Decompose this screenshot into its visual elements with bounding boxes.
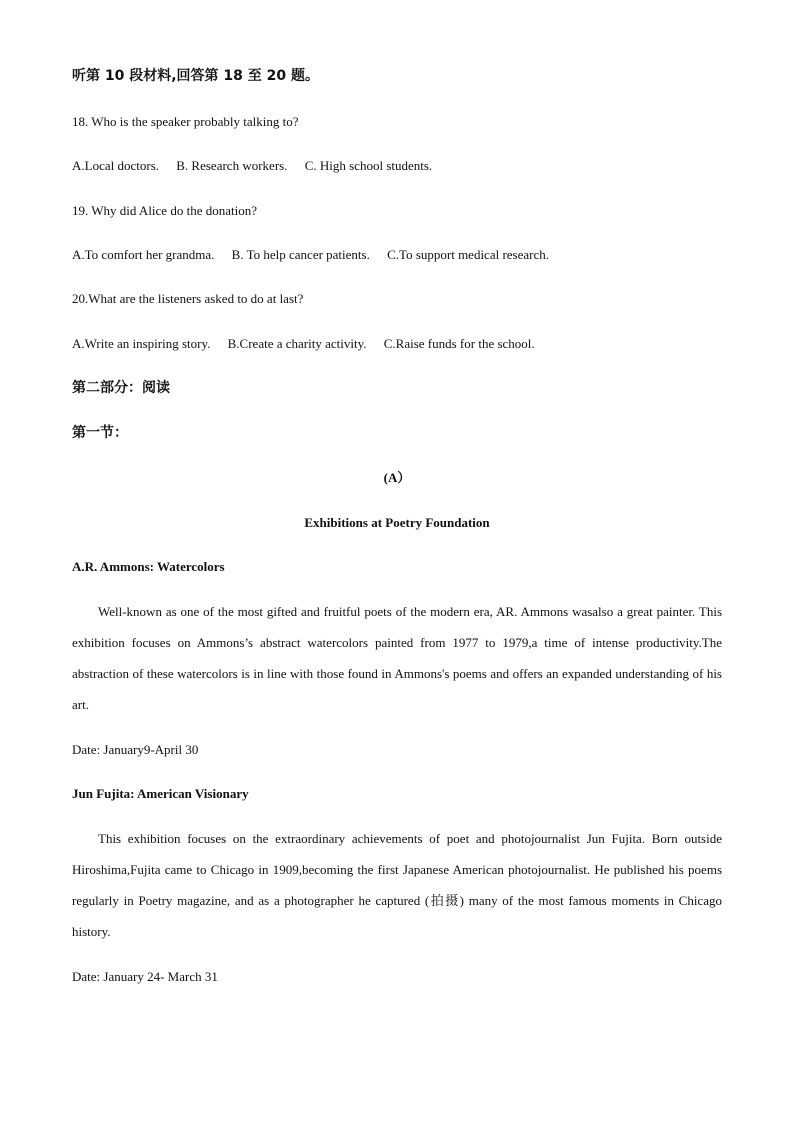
- question-20-stem: 20.What are the listeners asked to do at last?: [72, 291, 304, 306]
- question-20-options: [72, 336, 722, 352]
- question-18-stem: 18. Who is the speaker probably talking to?: [72, 114, 299, 129]
- question-19-option-a: A.To comfort her grandma.: [72, 247, 215, 262]
- question-20-option-c: C.Raise funds for the school.: [383, 336, 535, 351]
- question-20-option-a: A.Write an inspiring story.: [72, 336, 211, 351]
- question-18-option-b: B. Research workers.: [176, 158, 288, 173]
- exhibition-2-date: Date: January 24- March 31: [72, 969, 218, 984]
- exhibition-1-date: Date: January9-April 30: [72, 742, 199, 757]
- question-18-options: [72, 158, 722, 174]
- question-19-options: [72, 247, 722, 263]
- passage-label: (A）: [383, 470, 411, 485]
- section-one-heading: 第一节：: [72, 425, 128, 441]
- passage-title: Exhibitions at Poetry Foundation: [304, 515, 490, 530]
- exhibition-2-name: Jun Fujita: American Visionary: [72, 786, 249, 801]
- question-20-option-b: B.Create a charity activity.: [227, 336, 367, 351]
- question-18-option-a: A.Local doctors.: [72, 158, 160, 173]
- question-18-option-c: C. High school students.: [304, 158, 433, 173]
- exhibition-2-description: This exhibition focuses on the extraordinary achievements of poet and photojournalist Jun Fujita. Born outside Hiroshima,Fujita came to Chicago in 1909,becoming the first Japanese American photojournalist. He published his poems regularly in Poetry magazine, and as a photographer he captured (拍摄) many of the most famous moments in Chicago history.: [72, 831, 722, 939]
- question-19-option-c: C.To support medical research.: [387, 247, 550, 262]
- exhibition-1-name: A.R. Ammons: Watercolors: [72, 559, 225, 574]
- question-19-stem: 19. Why did Alice do the donation?: [72, 203, 257, 218]
- exhibition-1-description: Well-known as one of the most gifted and fruitful poets of the modern era, AR. Ammons wasalso a great painter. This exhibition focuses on Ammons’s abstract watercolors painted from 1977 to 1979,a time of intense productivity.The abstraction of these watercolors is in line with those found in Ammons's poems and offers an expanded understanding of his art.: [72, 604, 722, 712]
- listening-section-heading: 听第 10 段材料,回答第 18 至 20 题。: [72, 68, 320, 84]
- question-19-option-b: B. To help cancer patients.: [231, 247, 370, 262]
- part-two-heading: 第二部分：阅读: [72, 380, 170, 396]
